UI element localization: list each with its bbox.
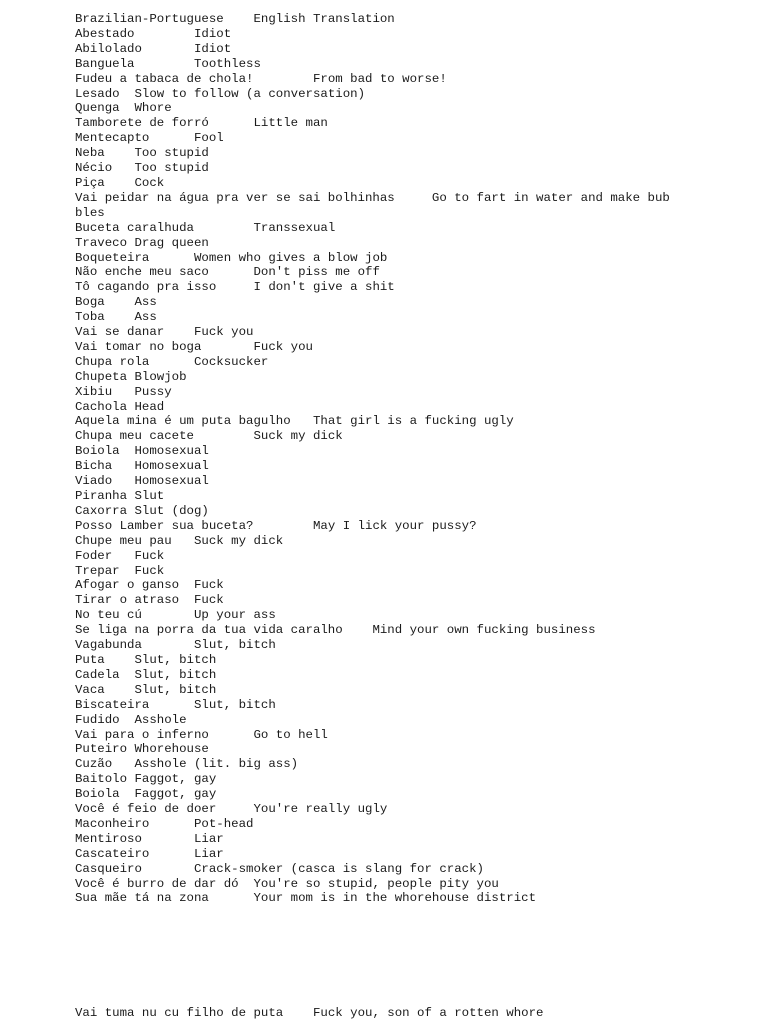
phrase-line: Fudeu a tabaca de chola! From bad to worse! [75, 71, 447, 86]
phrase-line: Buceta caralhuda Transsexual [75, 220, 336, 235]
phrase-line: Bicha Homosexual [75, 459, 209, 474]
phrase-line: Piça Cock [75, 175, 165, 190]
phrase-line: Tamborete de forró Little man [75, 116, 328, 131]
phrase-line: Chupa rola Cocksucker [75, 354, 269, 369]
phrase-line: Banguela Toothless [75, 56, 261, 71]
phrase-line: Boga Ass [75, 295, 157, 310]
phrase-line: Chupa meu cacete Suck my dick [75, 429, 343, 444]
phrase-line: Puteiro Whorehouse [75, 742, 209, 757]
phrase-line: Trepar Fuck [75, 563, 165, 578]
phrase-line: Não enche meu saco Don't piss me off [75, 265, 380, 280]
phrase-line: Posso Lamber sua buceta? May I lick your pussy? [75, 518, 477, 533]
phrase-line: Quenga Whore [75, 101, 172, 116]
phrase-line: Boiola Homosexual [75, 444, 209, 459]
phrase-line: Afogar o ganso Fuck [75, 578, 224, 593]
phrase-line: Vai se danar Fuck you [75, 325, 254, 340]
phrase-line: Aquela mina é um puta bagulho That girl is a fucking ugly [75, 414, 514, 429]
phrase-line: Vai tomar no boga Fuck you [75, 339, 313, 354]
phrase-line: Abestado Idiot [75, 26, 232, 41]
phrase-line: Você é burro de dar dó You're so stupid, people pity you [75, 876, 499, 891]
phrase-line: Cachola Head [75, 399, 165, 414]
phrase-line: Viado Homosexual [75, 474, 209, 489]
phrase-line: Fudido Asshole [75, 712, 187, 727]
phrase-line: Cuzão Asshole (lit. big ass) [75, 757, 299, 772]
phrase-line: Boqueteira Women who gives a blow job [75, 250, 388, 265]
phrase-line: Maconheiro Pot-head [75, 816, 254, 831]
phrase-line: Vai peidar na água pra ver se sai bolhinhas Go to fart in water and make bub [75, 190, 670, 205]
phrase-line: Cascateiro Liar [75, 846, 224, 861]
phrase-line: Chupeta Blowjob [75, 369, 187, 384]
phrase-line: Baitolo Faggot, gay [75, 772, 217, 787]
phrase-line: Casqueiro Crack-smoker (casca is slang for crack) [75, 861, 484, 876]
phrase-line: Traveco Drag queen [75, 235, 209, 250]
phrase-line: Mentecapto Fool [75, 131, 224, 146]
phrase-line: Biscateira Slut, bitch [75, 697, 276, 712]
phrase-line: Se liga na porra da tua vida caralho Mind your own fucking business [75, 623, 596, 638]
phrase-line: Foder Fuck [75, 548, 165, 563]
phrase-line: Boiola Faggot, gay [75, 787, 217, 802]
phrase-line: Vagabunda Slut, bitch [75, 638, 276, 653]
phrase-line: Nécio Too stupid [75, 161, 209, 176]
phrase-line: Cadela Slut, bitch [75, 667, 217, 682]
phrase-line: Você é feio de doer You're really ugly [75, 802, 388, 817]
phrase-line: Chupe meu pau Suck my dick [75, 533, 284, 548]
phrase-line: bles [75, 205, 105, 220]
phrase-line: Xibiu Pussy [75, 384, 172, 399]
phrase-line: Vai para o inferno Go to hell [75, 727, 328, 742]
phrase-line: Brazilian-Portuguese English Translation [75, 12, 395, 26]
phrase-line: Tirar o atraso Fuck [75, 593, 224, 608]
phrase-line: Neba Too stupid [75, 146, 209, 161]
phrase-line: Tô cagando pra isso I don't give a shit [75, 280, 395, 295]
phrase-line: Toba Ass [75, 310, 157, 325]
phrase-line: Abilolado Idiot [75, 41, 232, 56]
phrase-list [75, 12, 735, 906]
footer-phrase: Vai tuma nu cu filho de puta Fuck you, son of a rotten whore [75, 1006, 544, 1020]
phrase-line: Lesado Slow to follow (a conversation) [75, 86, 366, 101]
phrase-line: No teu cú Up your ass [75, 608, 276, 623]
phrase-line: Puta Slut, bitch [75, 652, 217, 667]
phrase-line: Piranha Slut [75, 489, 165, 503]
phrase-line: Vaca Slut, bitch [75, 682, 217, 697]
phrase-line: Mentiroso Liar [75, 831, 224, 846]
phrase-line: Sua mãe tá na zona Your mom is in the whorehouse district [75, 891, 537, 906]
phrase-line: Caxorra Slut (dog) [75, 503, 209, 518]
